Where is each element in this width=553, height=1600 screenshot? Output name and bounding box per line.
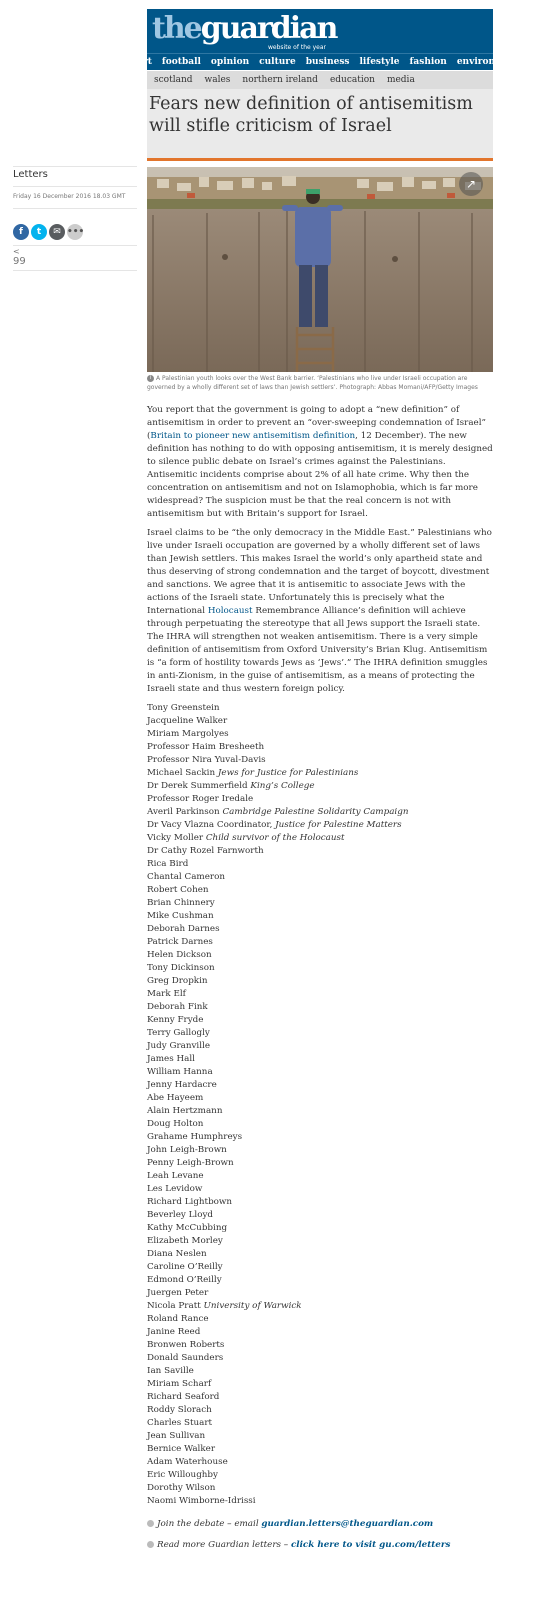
logo-the: the [152, 11, 201, 46]
signatory-name: Professor Haim Bresheeth [147, 742, 265, 752]
signatory-name: Roland Rance [147, 1314, 209, 1324]
share-icon: < [13, 247, 20, 256]
signatory-name: Les Levidow [147, 1184, 203, 1194]
signatory [147, 884, 495, 897]
email-share-button[interactable]: ✉ [49, 224, 65, 240]
signatory [147, 858, 495, 871]
subnav-item-media[interactable]: media [386, 75, 415, 85]
signatory-name: Dr Vacy Vlazna Coordinator, [147, 820, 276, 830]
signatory-affiliation: Cambridge Palestine Solidarity Campaign [222, 807, 409, 817]
signatory-name: Leah Levane [147, 1171, 204, 1181]
holocaust-link[interactable]: Holocaust [207, 606, 253, 616]
signatory-name: Janine Reed [147, 1327, 201, 1337]
signatory [147, 1391, 495, 1404]
signatory-name: Judy Granville [147, 1041, 211, 1051]
subnav-item-northern-ireland[interactable]: northern ireland [242, 75, 318, 85]
more-share-button[interactable]: ••• [67, 224, 83, 240]
signatory [147, 1170, 495, 1183]
paragraph-2 [147, 527, 495, 696]
signatory [147, 1404, 495, 1417]
signatory-affiliation: King’s College [250, 781, 315, 791]
signatory-name: Deborah Fink [147, 1002, 208, 1012]
signatory [147, 1261, 495, 1274]
signatory [147, 1027, 495, 1040]
signatory-name: Edmond O’Reilly [147, 1275, 222, 1285]
signatory-name: Robert Cohen [147, 885, 209, 895]
signatory [147, 897, 495, 910]
signatory [147, 1209, 495, 1222]
signatory [147, 1352, 495, 1365]
signatory [147, 1014, 495, 1027]
join-debate-line [147, 1518, 495, 1531]
paragraph-1-text-b: , 12 December). The new definition has nothing to do with opposing antisemitism, it is merely designed to silence public debate on Israel’s crimes against the Palestinians. Antisemitic incidents comprise about 2% of all hate crime. Why then the concentration on antisemitism and not on Islamophobia, which is far more widespread? The suspicion must be that the real concern is not with antisemitism but with Britain’s support for Israel. [147, 431, 493, 519]
signatory-affiliation: Justice for Palestine Matters [275, 820, 402, 830]
signatory [147, 1443, 495, 1456]
signatory [147, 1248, 495, 1261]
signatory [147, 949, 495, 962]
signatory-name: Professor Nira Yuval-Davis [147, 755, 266, 765]
signatory-name: Mark Elf [147, 989, 186, 999]
signatory [147, 715, 495, 728]
signatory [147, 871, 495, 884]
logo-tagline: website of the year [268, 44, 326, 51]
signatory [147, 1287, 495, 1300]
subnav-item-wales[interactable]: wales [204, 75, 231, 85]
signatory [147, 1118, 495, 1131]
signatory-name: Nicola Pratt [147, 1301, 204, 1311]
signatory-name: Mike Cushman [147, 911, 214, 921]
antisemitism-definition-link[interactable]: Britain to pioneer new antisemitism definition [150, 431, 356, 441]
signatory [147, 1274, 495, 1287]
signatory [147, 1196, 495, 1209]
signatory [147, 923, 495, 936]
subnav-item-scotland[interactable]: scotland [154, 75, 193, 85]
signatory-name: Michael Sackin [147, 768, 218, 778]
primary-nav [143, 53, 553, 70]
signatory [147, 780, 495, 793]
signatory-name: Grahame Humphreys [147, 1132, 243, 1142]
signatory [147, 1079, 495, 1092]
signatory [147, 1105, 495, 1118]
signatory [147, 741, 495, 754]
logo-guardian: guardian [200, 11, 337, 46]
signatory-name: Elizabeth Morley [147, 1236, 223, 1246]
signatory-name: Juergen Peter [147, 1288, 209, 1298]
nav-item-fashion[interactable]: fashion [409, 57, 447, 67]
signatory [147, 819, 495, 832]
signatories-list [147, 702, 495, 1508]
signatory-name: Brian Chinnery [147, 898, 215, 908]
signatory [147, 962, 495, 975]
expand-image-icon[interactable]: ↗ [459, 172, 483, 196]
signatory-name: Caroline O’Reilly [147, 1262, 223, 1272]
signatory-name: Helen Dickson [147, 950, 212, 960]
signatory-name: Greg Dropkin [147, 976, 208, 986]
signatory-name: Jenny Hardacre [147, 1080, 217, 1090]
paragraph-2-text-a: Israel claims to be “the only democracy in the Middle East.” Palestinians who live under Israeli occupation are governed by a wholly different set of laws than Jewish settlers. This makes Israel the world’s only apartheid state and thus deserving of strong condemnation and the target of boycott, divestment and sanctions. We agree that it is antisemitic to associate Jews with the actions of the Israeli state. Unfortunately this is precisely what the International [147, 528, 492, 616]
share-count-box [13, 245, 137, 271]
headline-box [147, 89, 493, 161]
signatory [147, 1417, 495, 1430]
info-icon: i [147, 375, 154, 382]
guardian-logo[interactable] [152, 9, 336, 49]
signatory-name: Naomi Wimborne-Idrissi [147, 1496, 256, 1506]
signatory [147, 1326, 495, 1339]
signatory-name: Miriam Margolyes [147, 729, 229, 739]
signatory-name: Alain Hertzmann [147, 1106, 223, 1116]
signatory-affiliation: Jews for Justice for Palestinians [217, 768, 359, 778]
share-count: 99 [13, 256, 26, 267]
signatory [147, 975, 495, 988]
nav-item-business[interactable]: business [305, 57, 350, 67]
photo-illustration [147, 167, 493, 372]
signatory [147, 1222, 495, 1235]
signatory-name: Roddy Slorach [147, 1405, 212, 1415]
signatory [147, 1040, 495, 1053]
signatory [147, 1482, 495, 1495]
masthead [147, 9, 493, 53]
nav-item-lifestyle[interactable]: lifestyle [359, 57, 400, 67]
signatory [147, 988, 495, 1001]
signatory [147, 1157, 495, 1170]
signatory-name: Averil Parkinson [147, 807, 223, 817]
signatory [147, 1430, 495, 1443]
signatory-name: Jacqueline Walker [147, 716, 228, 726]
signatory-name: Dr Cathy Rozel Farnworth [147, 846, 264, 856]
article-photo[interactable] [147, 167, 493, 372]
signatory [147, 728, 495, 741]
paragraph-1-text-a: You report that the government is going to adopt a “new definition” of antisemitism in order to prevent an “over-sweeping condemnation of Israel” ( [147, 405, 487, 441]
signatory [147, 1300, 495, 1313]
signatory-name: Kenny Fryde [147, 1015, 204, 1025]
signatory [147, 1144, 495, 1157]
signatory-name: Chantal Cameron [147, 872, 225, 882]
signatory-name: Beverley Lloyd [147, 1210, 214, 1220]
signatory-name: Vicky Moller [147, 833, 206, 843]
signatory [147, 1469, 495, 1482]
signatory [147, 1183, 495, 1196]
signatory-name: Penny Leigh-Brown [147, 1158, 234, 1168]
signatory [147, 1131, 495, 1144]
signatory-name: Patrick Darnes [147, 937, 213, 947]
signatory-name: Tony Greenstein [147, 703, 220, 713]
subnav-item-education[interactable]: education [329, 75, 375, 85]
publish-date: Friday 16 December 2016 18.03 GMT [13, 193, 137, 209]
signatory [147, 1339, 495, 1352]
signatory [147, 1313, 495, 1326]
signatory [147, 1235, 495, 1248]
signatory-name: Dorothy Wilson [147, 1483, 216, 1493]
signatory-affiliation: University of Warwick [203, 1301, 302, 1311]
signatory [147, 832, 495, 845]
signatory [147, 1001, 495, 1014]
section-label[interactable]: Letters [13, 166, 137, 187]
signatory [147, 702, 495, 715]
letters-email-link[interactable]: guardian.letters@theguardian.com [261, 1519, 434, 1529]
signatory-affiliation: Child survivor of the Holocaust [205, 833, 345, 843]
signatory [147, 1378, 495, 1391]
signatory-name: Abe Hayeem [147, 1093, 204, 1103]
read-more-text: Read more Guardian letters – [157, 1540, 291, 1550]
signatory-name: Dr Derek Summerfield [147, 781, 251, 791]
signatory-name: Adam Waterhouse [147, 1457, 228, 1467]
signatory-name: Bernice Walker [147, 1444, 215, 1454]
secondary-nav [147, 71, 493, 89]
paragraph-2-text-b: Remembrance Alliance’s definition will achieve through perpetuating the stereotype that all Jews support the Israeli state. The IHRA will strengthen not weaken antisemitism. There is a very simple definition of antisemitism from Oxford University’s Brian Klug. Antisemitism is “a form of hostility towards Jews as ‘Jews’.” The IHRA definition smuggles in anti-Zionism, in the guise of antisemitism, as a means of protecting the Israeli state and thus western foreign policy. [147, 606, 488, 694]
nav-item-culture[interactable]: culture [259, 57, 296, 67]
signatory-name: Deborah Darnes [147, 924, 220, 934]
join-debate-text: Join the debate – email [157, 1519, 262, 1529]
share-buttons [13, 224, 83, 240]
signatory-name: Tony Dickinson [147, 963, 215, 973]
signatory-name: Eric Willoughby [147, 1470, 218, 1480]
facebook-share-button[interactable]: f [13, 224, 29, 240]
signatory-name: James Hall [147, 1054, 195, 1064]
signatory-name: Charles Stuart [147, 1418, 213, 1428]
signatory-name: John Leigh-Brown [147, 1145, 227, 1155]
signatory [147, 806, 495, 819]
signatory-name: Professor Roger Iredale [147, 794, 254, 804]
signatory [147, 754, 495, 767]
signatory-name: Kathy McCubbing [147, 1223, 228, 1233]
signatory [147, 1456, 495, 1469]
signatory-name: William Hanna [147, 1067, 213, 1077]
signatory [147, 910, 495, 923]
signatory-name: Doug Holton [147, 1119, 204, 1129]
signatory [147, 1066, 495, 1079]
caption-text: A Palestinian youth looks over the West Bank barrier. ‘Palestinians who live under Israeli occupation are governed by a wholly different set of laws than Jewish settlers’. Photograph: Abbas Momani/AFP/Getty Images [147, 375, 478, 391]
nav-item-environment[interactable]: environment [456, 57, 521, 67]
signatory-name: Donald Saunders [147, 1353, 224, 1363]
nav-item-rt[interactable]: rt [143, 57, 152, 67]
signatory-name: Richard Lightbown [147, 1197, 233, 1207]
twitter-share-button[interactable]: t [31, 224, 47, 240]
signatory [147, 845, 495, 858]
signatory [147, 936, 495, 949]
paragraph-1 [147, 404, 495, 521]
nav-item-opinion[interactable]: opinion [210, 57, 250, 67]
bullet-icon [147, 1520, 154, 1527]
read-more-line [147, 1539, 495, 1552]
signatory-name: Jean Sullivan [147, 1431, 206, 1441]
signatory [147, 793, 495, 806]
signatory [147, 1053, 495, 1066]
nav-item-tech[interactable]: tech [530, 57, 553, 67]
signatory-name: Ian Saville [147, 1366, 194, 1376]
letters-page-link[interactable]: click here to visit gu.com/letters [290, 1540, 451, 1550]
signatory-name: Diana Neslen [147, 1249, 207, 1259]
signatory [147, 767, 495, 780]
article-headline: Fears new definition of antisemitism will stifle criticism of Israel [149, 94, 473, 136]
article-body [147, 404, 495, 1552]
signatory-name: Rica Bird [147, 859, 189, 869]
nav-item-football[interactable]: football [161, 57, 201, 67]
photo-caption [147, 374, 493, 392]
signatory [147, 1092, 495, 1105]
signatory-name: Richard Seaford [147, 1392, 220, 1402]
signatory-name: Bronwen Roberts [147, 1340, 225, 1350]
bullet-icon [147, 1541, 154, 1548]
signatory [147, 1495, 495, 1508]
signatory-name: Miriam Scharf [147, 1379, 212, 1389]
signatory-name: Terry Gallogly [147, 1028, 210, 1038]
signatory [147, 1365, 495, 1378]
